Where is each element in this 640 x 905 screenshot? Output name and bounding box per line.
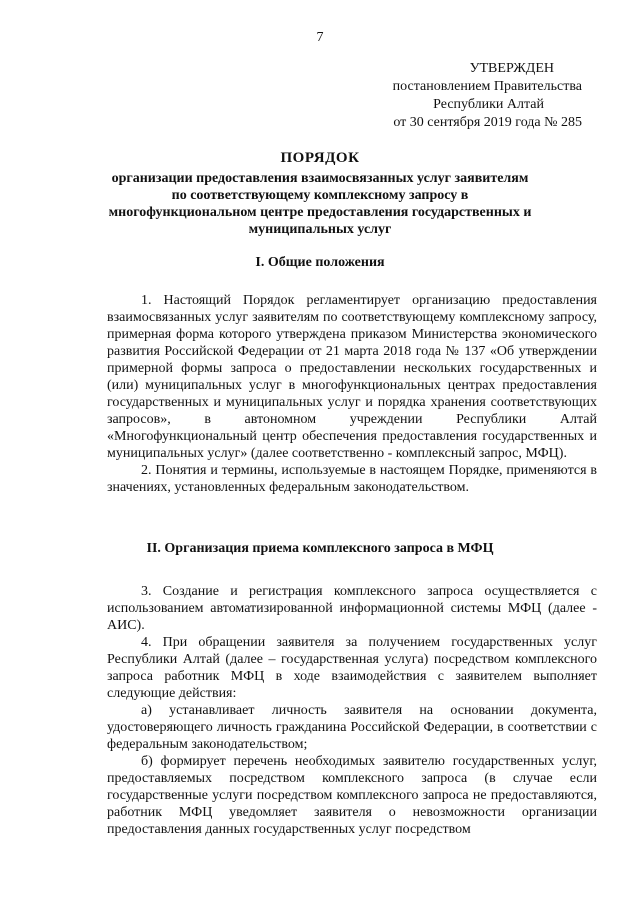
paragraph-4a: а) устанавливает личность заявителя на основании документа, удостоверяющего личность гражданина Российской Федерации, в соответствии с федеральным законодательством; [107, 703, 597, 752]
page-number: 7 [316, 30, 324, 45]
approval-stamp [0, 60, 582, 132]
document-subtitle: организации предоставления взаимосвязанных услуг заявителям по соответствующему комплексному запросу в многофункциональном центре предоставления государственных и муниципальных услуг [108, 171, 532, 237]
approval-line-3: Республики Алтай [433, 97, 544, 112]
document-title: ПОРЯДОК [280, 150, 360, 166]
paragraph-1: 1. Настоящий Порядок регламентирует организацию предоставления взаимосвязанных услуг заявителям по соответствующему комплексному запросу, примерная форма которого утверждена приказом Министерства экономического развития Российской Федерации от 21 марта 2018 года № 137 «Об утверждении примерной формы запроса о предоставлении нескольких государственных и (или) муниципальных услуг в многофункциональных центрах предоставления государственных и муниципальных услуг и порядка хранения соответствующих запросов», в автономном учреждении Республики Алтай «Многофункциональный центр обеспечения предоставления государственных и муниципальных услуг» (далее соответственно - комплексный запрос, МФЦ). [107, 293, 597, 461]
paragraph-3: 3. Создание и регистрация комплексного запроса осуществляется с использованием автоматизированной информационной системы МФЦ (далее - АИС). [107, 584, 597, 633]
section-heading-general: I. Общие положения [255, 255, 385, 270]
approval-line-4: от 30 сентября 2019 года № 285 [393, 115, 582, 130]
approval-line-1: УТВЕРЖДЕН [469, 61, 554, 76]
paragraph-4: 4. При обращении заявителя за получением государственных услуг Республики Алтай (далее – государственная услуга) посредством комплексного запроса работник МФЦ в ходе взаимодействия с заявителем выполняет следующие действия: [107, 635, 597, 701]
approval-line-2: постановлением Правительства [392, 79, 582, 94]
section-body-organization [107, 583, 597, 838]
section-heading-organization: II. Организация приема комплексного запроса в МФЦ [146, 541, 494, 556]
paragraph-4b: б) формирует перечень необходимых заявителю государственных услуг, предоставляемых посредством комплексного запроса (в случае если государственные услуги посредством комплексного запроса не предоставляются, работник МФЦ уведомляет заявителя о невозможности организации предоставления данных государственных услуг посредством [107, 754, 597, 837]
paragraph-2: 2. Понятия и термины, используемые в настоящем Порядке, применяются в значениях, установленных федеральным законодательством. [107, 463, 597, 495]
section-body-general [107, 292, 597, 496]
